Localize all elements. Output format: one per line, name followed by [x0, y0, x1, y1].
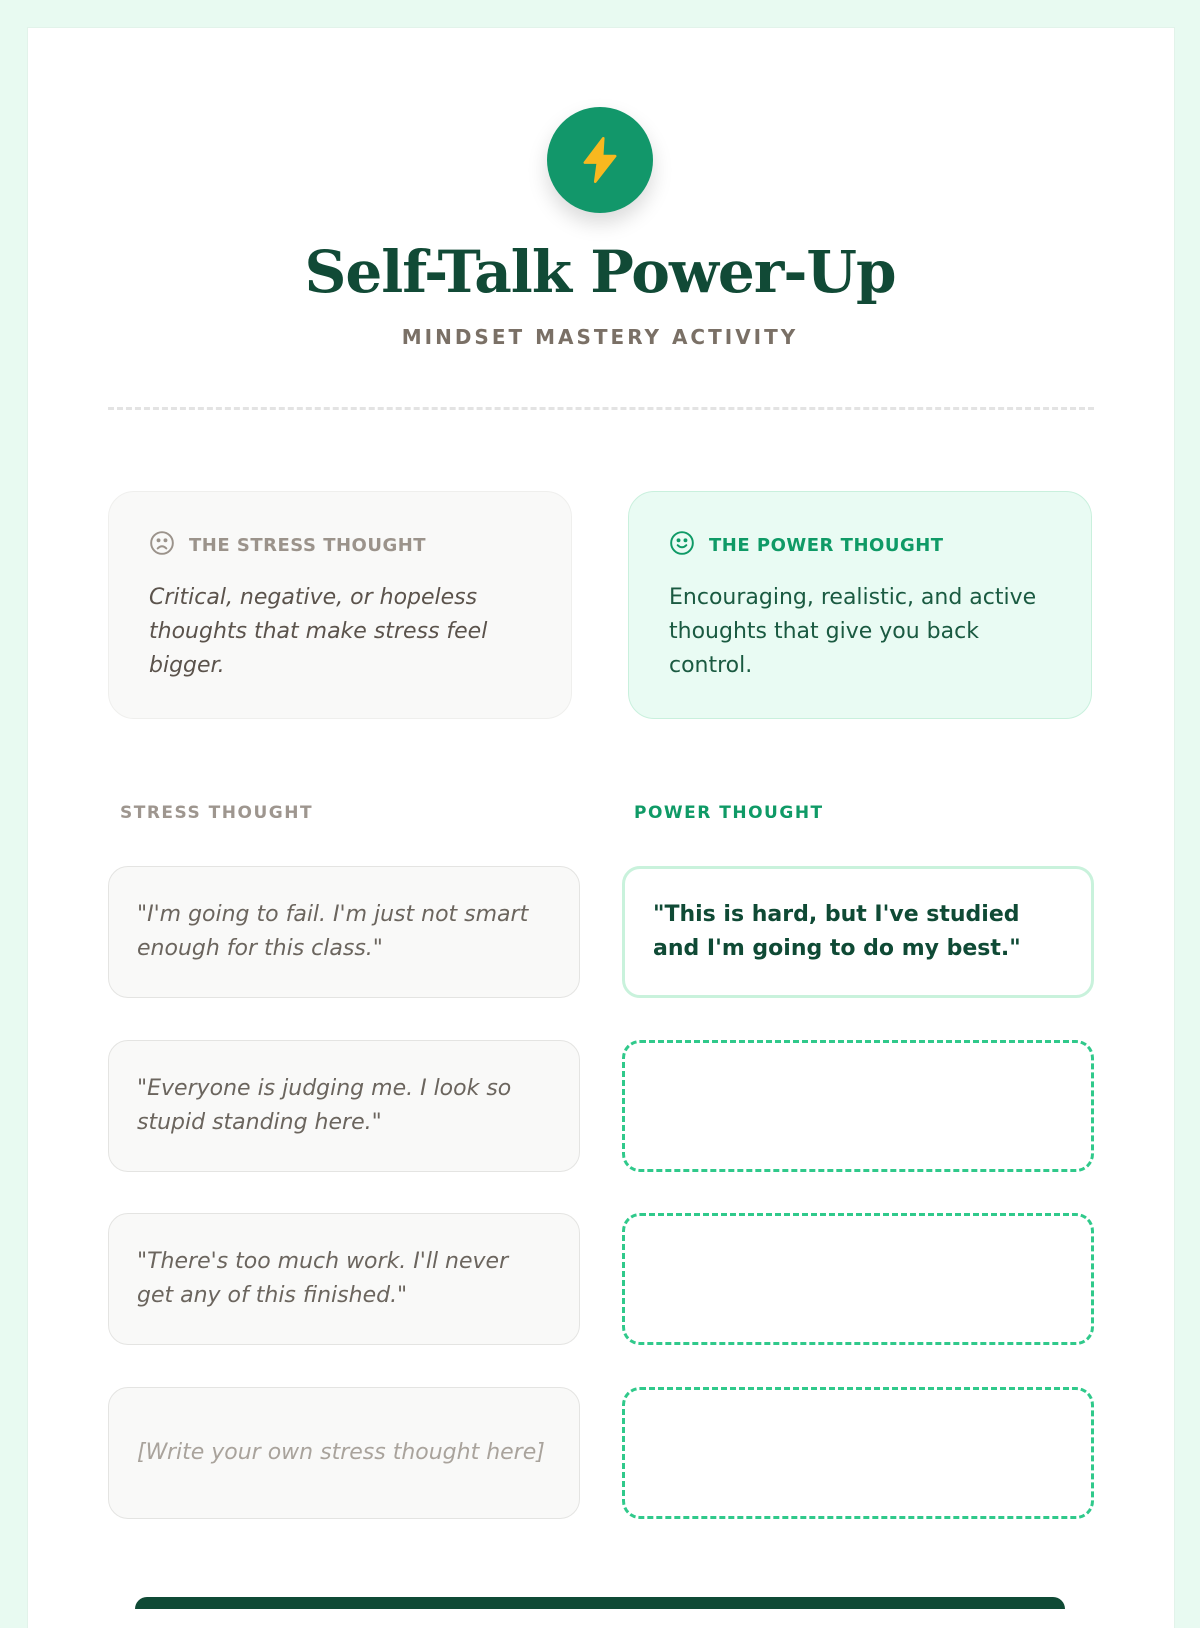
- page-title: Self-Talk Power-Up: [304, 238, 896, 306]
- smile-face-icon: [669, 530, 695, 561]
- power-column-label: POWER THOUGHT: [634, 803, 824, 823]
- bottom-action-bar: [135, 1597, 1065, 1609]
- stress-thought-box-3: "There's too much work. I'll never get any of this finished.": [108, 1213, 580, 1345]
- dashed-divider: [108, 407, 1094, 410]
- page-subtitle: MINDSET MASTERY ACTIVITY: [401, 325, 799, 349]
- lightning-bolt-icon: [547, 107, 653, 213]
- stress-column-label: STRESS THOUGHT: [120, 803, 314, 823]
- power-info-description: Encouraging, realistic, and active thoughts that give you back control.: [669, 585, 1037, 678]
- power-thought-field-2[interactable]: [622, 1040, 1094, 1172]
- power-thought-info-card: [628, 491, 1092, 719]
- power-thought-field-4[interactable]: [622, 1387, 1094, 1519]
- power-info-heading-text: THE POWER THOUGHT: [709, 535, 944, 556]
- power-thought-field-3[interactable]: [622, 1213, 1094, 1345]
- power-info-heading: [669, 530, 1051, 561]
- power-thought-field-1[interactable]: "This is hard, but I've studied and I'm going to do my best.": [622, 866, 1094, 998]
- stress-info-heading: [149, 530, 531, 561]
- stress-info-description: Critical, negative, or hopeless thoughts that make stress feel bigger.: [149, 585, 488, 678]
- stress-thought-box-2: "Everyone is judging me. I look so stupid standing here.": [108, 1040, 580, 1172]
- frown-face-icon: [149, 530, 175, 561]
- stress-thought-box-4[interactable]: [Write your own stress thought here]: [108, 1387, 580, 1519]
- stress-info-heading-text: THE STRESS THOUGHT: [189, 535, 427, 556]
- stress-thought-info-card: [108, 491, 572, 719]
- stress-thought-box-1: "I'm going to fail. I'm just not smart enough for this class.": [108, 866, 580, 998]
